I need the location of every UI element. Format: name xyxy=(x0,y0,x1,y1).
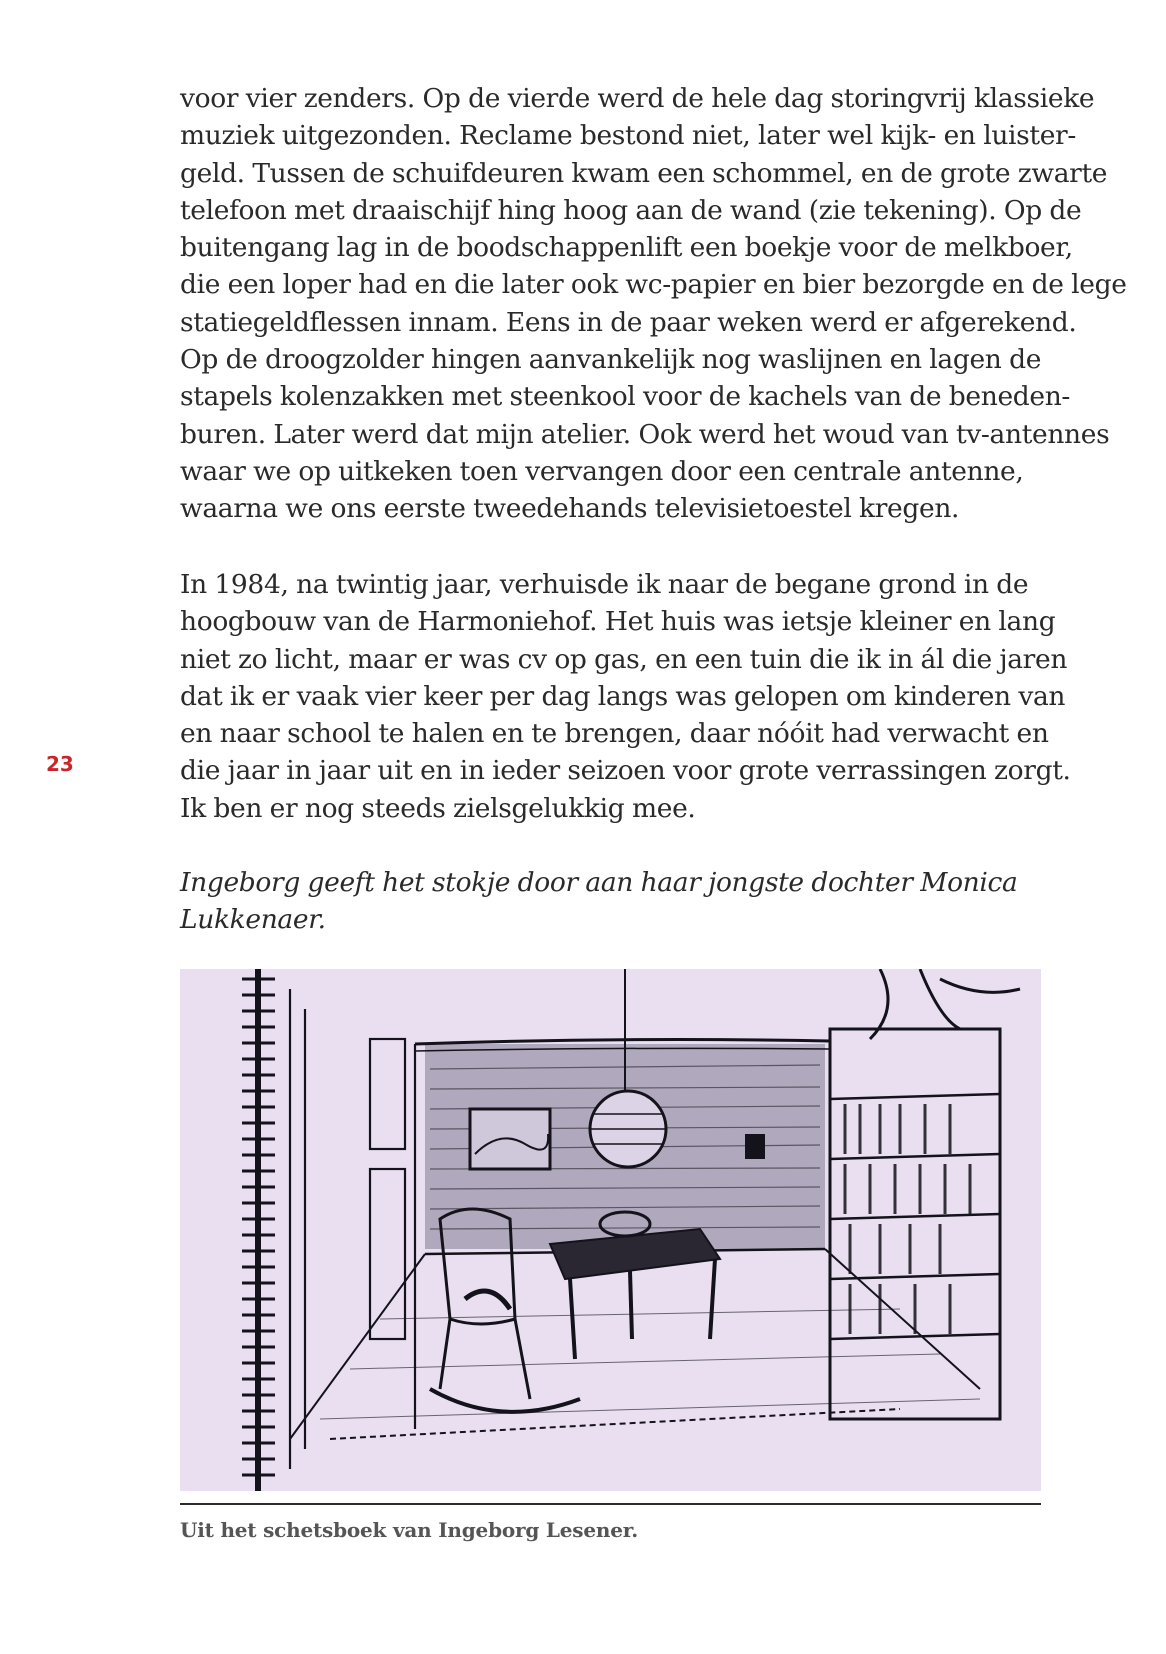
text-line: dat ik er vaak vier keer per dag langs was gelopen om kinderen van xyxy=(180,680,1066,712)
sketchbook-drawing xyxy=(180,969,1041,1491)
text-line: Lukkenaer. xyxy=(180,904,326,936)
text-line: en naar school te halen en te brengen, daar nóóit had verwacht en xyxy=(180,718,1049,750)
page-number: 23 xyxy=(46,752,74,776)
text-line: In 1984, na twintig jaar, verhuisde ik naar de begane grond in de xyxy=(180,569,1029,600)
text-line: voor vier zenders. Op de vierde werd de hele dag storingvrij klassieke xyxy=(180,83,1095,114)
text-line: Ik ben er nog steeds zielsgelukkig mee. xyxy=(180,792,696,824)
text-line: niet zo licht, maar er was cv op gas, en een tuin die ik in ál die jaren xyxy=(180,643,1068,675)
text-line: geld. Tussen de schuifdeuren kwam een schommel, en de grote zwarte xyxy=(180,157,1108,189)
text-line: waar we op uitkeken toen vervangen door een centrale antenne, xyxy=(180,455,1024,487)
paragraph-1 xyxy=(180,80,1127,528)
text-line: muziek uitgezonden. Reclame bestond niet, later wel kijk- en luister- xyxy=(180,120,1076,152)
text-line: stapels kolenzakken met steenkool voor de kachels van de beneden- xyxy=(180,381,1071,413)
text-line: Op de droogzolder hingen aanvankelijk nog waslijnen en lagen de xyxy=(180,344,1042,376)
text-line: buitengang lag in de boodschappenlift een boekje voor de melkboer, xyxy=(180,232,1073,264)
paragraph-3-italic xyxy=(180,864,1060,939)
figure-caption: Uit het schetsboek van Ingeborg Lesener. xyxy=(180,1518,638,1542)
paragraph-2 xyxy=(180,566,1071,827)
text-line: waarna we ons eerste tweedehands televisietoestel kregen. xyxy=(180,493,960,525)
text-line: telefoon met draaischijf hing hoog aan de wand (zie tekening). Op de xyxy=(180,194,1082,226)
caption-divider xyxy=(180,1503,1041,1505)
text-line: statiegeldflessen innam. Eens in de paar weken werd er afgerekend. xyxy=(180,306,1077,338)
sketch-illustration xyxy=(180,969,1041,1491)
text-line: Ingeborg geeft het stokje door aan haar jongste dochter Monica xyxy=(180,867,1018,898)
text-line: die een loper had en die later ook wc-papier en bier bezorgde en de lege xyxy=(180,269,1127,301)
text-line: die jaar in jaar uit en in ieder seizoen voor grote verrassingen zorgt. xyxy=(180,755,1071,787)
text-line: hoogbouw van de Harmoniehof. Het huis was ietsje kleiner en lang xyxy=(180,606,1056,638)
text-line: buren. Later werd dat mijn atelier. Ook werd het woud van tv-antennes xyxy=(180,418,1110,450)
